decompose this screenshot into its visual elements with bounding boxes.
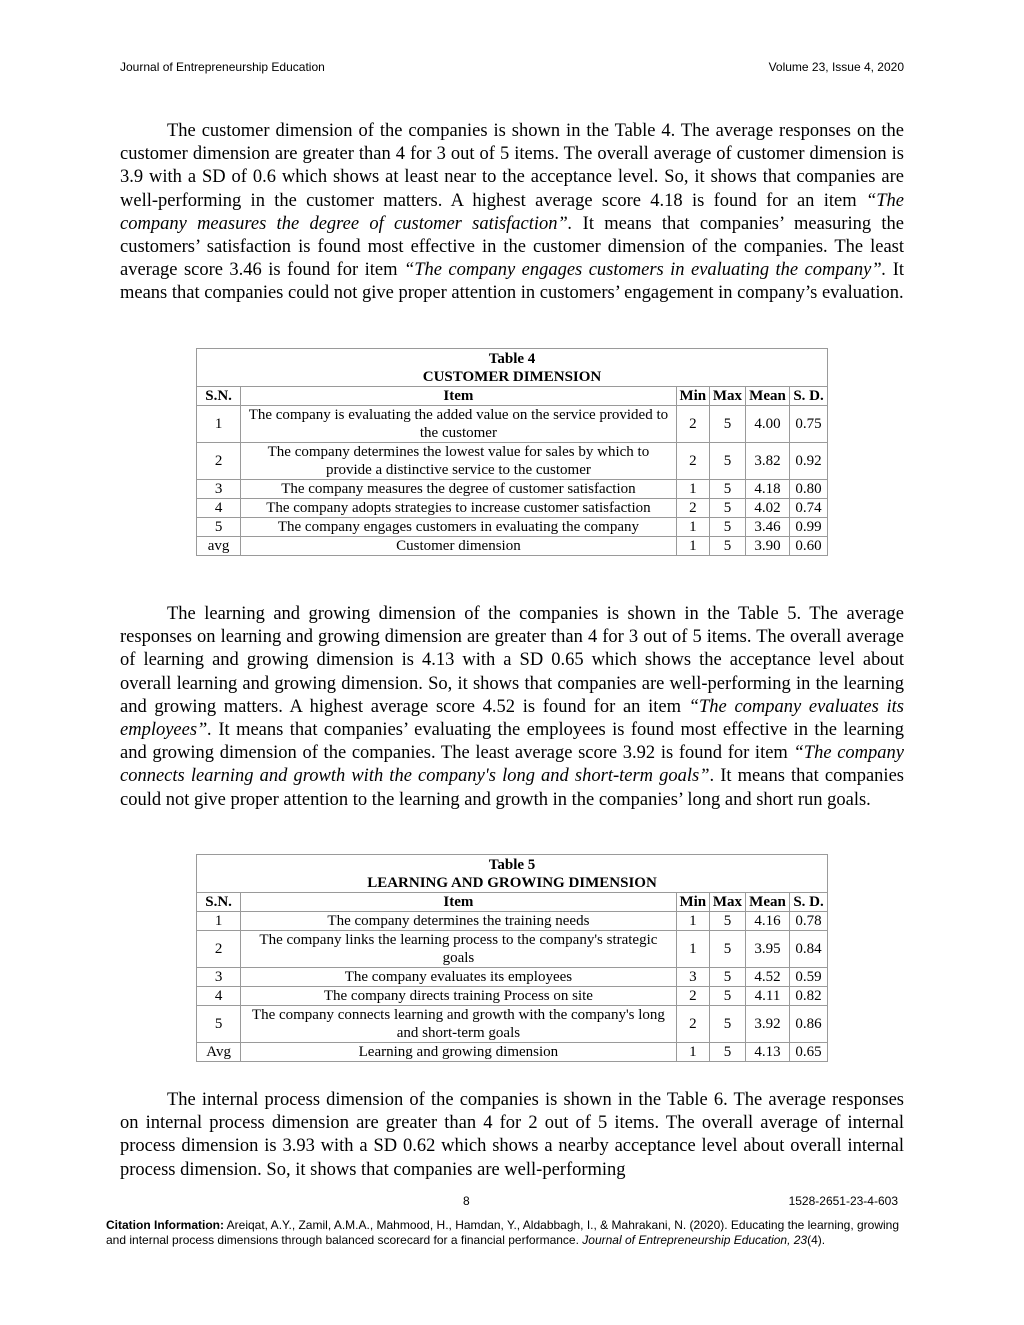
table-cell-min: 1 — [676, 518, 709, 537]
table-cell-mean: 3.92 — [745, 1006, 789, 1043]
table-cell-mean: 4.18 — [745, 480, 789, 499]
table-cell-max: 5 — [709, 480, 745, 499]
table-cell-sn: avg — [197, 537, 241, 556]
table-cell-sn: 5 — [197, 518, 241, 537]
table5-header-mean: Mean — [745, 893, 789, 912]
para1-quote-highest: “The company measures the degree of customer satisfaction”. — [120, 190, 904, 234]
table4-header-item: Item — [241, 387, 677, 406]
para1-text-a: The customer dimension of the companies is shown in the Table 4. The average responses on the customer dimension are greater than 4 for 3 out of 5 items. The overall average of customer dimension is 3.9 with a SD of 0.6 which shows at least near to the acceptance level. So, it shows that companies are well-performing in the customer matters. A highest average score 4.18 is found for an item — [120, 121, 904, 211]
citation-journal: Journal of Entrepreneurship Education, 23 — [582, 1233, 808, 1247]
table-cell-sd: 0.82 — [790, 987, 828, 1006]
table-cell-item: Learning and growing dimension — [241, 1043, 677, 1062]
table-row — [197, 518, 828, 537]
table-row — [197, 480, 828, 499]
table4-header-row — [197, 387, 828, 406]
paragraph-learning-growing-dimension — [120, 603, 904, 812]
table-cell-mean: 3.82 — [745, 443, 789, 480]
table-cell-sn: 1 — [197, 406, 241, 443]
table-cell-min: 2 — [676, 987, 709, 1006]
para1-text-c: It means that companies’ measuring the customers’ satisfaction is found most effective in the customer dimension of the companies. The least average score 3.46 is found for item — [120, 213, 904, 281]
table4-header-mean: Mean — [745, 387, 789, 406]
table-cell-mean: 3.90 — [745, 537, 789, 556]
table-cell-min: 2 — [676, 499, 709, 518]
table-cell-sd: 0.99 — [790, 518, 828, 537]
table4-header-min: Min — [676, 387, 709, 406]
table-cell-mean: 4.16 — [745, 912, 789, 931]
table-cell-sn: Avg — [197, 1043, 241, 1062]
table-cell-item: The company determines the training needs — [241, 912, 677, 931]
table-row — [197, 987, 828, 1006]
table-cell-max: 5 — [709, 406, 745, 443]
table-cell-sn: 4 — [197, 987, 241, 1006]
table-cell-item: The company directs training Process on site — [241, 987, 677, 1006]
table5-header-sn: S.N. — [197, 893, 241, 912]
citation-information — [106, 1218, 906, 1248]
table-cell-sn: 5 — [197, 1006, 241, 1043]
citation-label: Citation Information: — [106, 1218, 224, 1232]
table-cell-item: The company is evaluating the added value on the service provided to the customer — [241, 406, 677, 443]
para3-text-a: The internal process dimension of the companies is shown in the Table 6. The average responses on internal process dimension are greater than 4 for 2 out of 5 items. The overall average of internal process dimension is 3.93 with a SD 0.62 which shows a nearby acceptance level about overall internal process dimension. So, it shows that companies are well-performing — [120, 1090, 904, 1180]
table-row — [197, 968, 828, 987]
para2-text-e: . It means that companies could not give proper attention to the learning and growth in the companies’ long and short run goals. — [120, 766, 904, 810]
para2-text-a: The learning and growing dimension of the companies is shown in the Table 5. The average responses on learning and growing dimension are greater than 4 for 3 out of 5 items. The overall average of learning and growing dimension is 4.13 with a SD 0.65 which shows the acceptance level about overall learning and growing dimension. So, it shows that companies are well-performing in the learning and growing matters. A highest average score 4.52 is found for an item — [120, 604, 904, 717]
table-cell-mean: 4.52 — [745, 968, 789, 987]
table-cell-sd: 0.86 — [790, 1006, 828, 1043]
table-cell-mean: 3.46 — [745, 518, 789, 537]
table-row — [197, 406, 828, 443]
table-row — [197, 1006, 828, 1043]
table-cell-min: 2 — [676, 1006, 709, 1043]
table-cell-mean: 4.00 — [745, 406, 789, 443]
table-cell-item: The company determines the lowest value for sales by which to provide a distinctive service to the customer — [241, 443, 677, 480]
table-cell-max: 5 — [709, 537, 745, 556]
table4-caption-row — [197, 349, 828, 387]
table5-header-row — [197, 893, 828, 912]
table-cell-sd: 0.92 — [790, 443, 828, 480]
paragraph-customer-dimension — [120, 120, 904, 306]
table-cell-sn: 2 — [197, 931, 241, 968]
table-row-average — [197, 537, 828, 556]
table-cell-max: 5 — [709, 518, 745, 537]
table-cell-item: The company evaluates its employees — [241, 968, 677, 987]
table-row — [197, 499, 828, 518]
para1-text-e: It means that companies could not give proper attention in customers’ engagement in company’s evaluation. — [120, 260, 904, 304]
table-cell-min: 2 — [676, 406, 709, 443]
table-cell-min: 1 — [676, 1043, 709, 1062]
table-cell-min: 3 — [676, 968, 709, 987]
table-cell-max: 5 — [709, 968, 745, 987]
table-cell-max: 5 — [709, 931, 745, 968]
table-cell-min: 1 — [676, 931, 709, 968]
table-cell-max: 5 — [709, 912, 745, 931]
running-header — [120, 60, 904, 76]
table-cell-min: 2 — [676, 443, 709, 480]
table-cell-max: 5 — [709, 1006, 745, 1043]
table-cell-item: The company measures the degree of customer satisfaction — [241, 480, 677, 499]
table-cell-sn: 3 — [197, 480, 241, 499]
table5-title: LEARNING AND GROWING DIMENSION — [367, 875, 657, 891]
table-row — [197, 912, 828, 931]
table5-caption-row — [197, 855, 828, 893]
table-cell-sd: 0.65 — [790, 1043, 828, 1062]
table-cell-item: The company engages customers in evaluating the company — [241, 518, 677, 537]
table4-title: CUSTOMER DIMENSION — [422, 369, 602, 385]
paragraph-internal-process-dimension — [120, 1089, 904, 1182]
table-learning-growing-dimension — [196, 854, 828, 1062]
table-cell-max: 5 — [709, 443, 745, 480]
para2-quote-least: “The company connects learning and growth with the company's long and short-term goals” — [120, 743, 904, 787]
article-code: 1528-2651-23-4-603 — [788, 1194, 898, 1208]
table-cell-item: The company links the learning process to the company's strategic goals — [241, 931, 677, 968]
citation-text: Areiqat, A.Y., Zamil, A.M.A., Mahmood, H., Hamdan, Y., Aldabbagh, I., & Mahrakani, N. (2020). Educating the learning, growing and internal process dimensions through balanced scorecard for a financial performance. — [106, 1218, 900, 1247]
table-cell-mean: 4.11 — [745, 987, 789, 1006]
table-cell-sd: 0.59 — [790, 968, 828, 987]
table-cell-sd: 0.78 — [790, 912, 828, 931]
table-cell-max: 5 — [709, 1043, 745, 1062]
table-cell-sn: 2 — [197, 443, 241, 480]
table5-header-max: Max — [709, 893, 745, 912]
page-number: 8 — [463, 1194, 470, 1208]
table-cell-sd: 0.84 — [790, 931, 828, 968]
table-cell-max: 5 — [709, 499, 745, 518]
table-cell-sd: 0.80 — [790, 480, 828, 499]
table-cell-min: 1 — [676, 537, 709, 556]
table5-caption: Table 5 — [488, 857, 536, 873]
table-cell-min: 1 — [676, 912, 709, 931]
volume-issue: Volume 23, Issue 4, 2020 — [768, 60, 904, 74]
table-cell-sn: 4 — [197, 499, 241, 518]
table-cell-sn: 3 — [197, 968, 241, 987]
table-cell-item: Customer dimension — [241, 537, 677, 556]
citation-issue: (4). — [807, 1233, 826, 1247]
table-row-average — [197, 1043, 828, 1062]
table4-header-max: Max — [709, 387, 745, 406]
table-cell-min: 1 — [676, 480, 709, 499]
table5-header-min: Min — [676, 893, 709, 912]
table-row — [197, 443, 828, 480]
para1-quote-least: “The company engages customers in evaluating the company”. — [403, 260, 887, 281]
table4-caption: Table 4 — [488, 351, 536, 367]
table-cell-item: The company connects learning and growth with the company's long and short-term goals — [241, 1006, 677, 1043]
table-cell-sn: 1 — [197, 912, 241, 931]
para2-quote-highest: “The company evaluates its employees”. — [120, 696, 904, 741]
table-row — [197, 931, 828, 968]
table-cell-sd: 0.74 — [790, 499, 828, 518]
table-cell-item: The company adopts strategies to increase customer satisfaction — [241, 499, 677, 518]
table4-header-sn: S.N. — [197, 387, 241, 406]
journal-name: Journal of Entrepreneurship Education — [120, 60, 325, 74]
table-cell-mean: 4.02 — [745, 499, 789, 518]
table-cell-mean: 4.13 — [745, 1043, 789, 1062]
table5-header-item: Item — [241, 893, 677, 912]
table-customer-dimension — [196, 348, 828, 556]
table4-header-sd: S. D. — [790, 387, 828, 406]
para2-text-c: It means that companies’ evaluating the employees is found most effective in the learning and growing dimension of the companies. The least average score 3.92 is found for item — [120, 720, 904, 764]
table-cell-max: 5 — [709, 987, 745, 1006]
table-cell-sd: 0.75 — [790, 406, 828, 443]
table-cell-sd: 0.60 — [790, 537, 828, 556]
table-cell-mean: 3.95 — [745, 931, 789, 968]
table5-header-sd: S. D. — [790, 893, 828, 912]
